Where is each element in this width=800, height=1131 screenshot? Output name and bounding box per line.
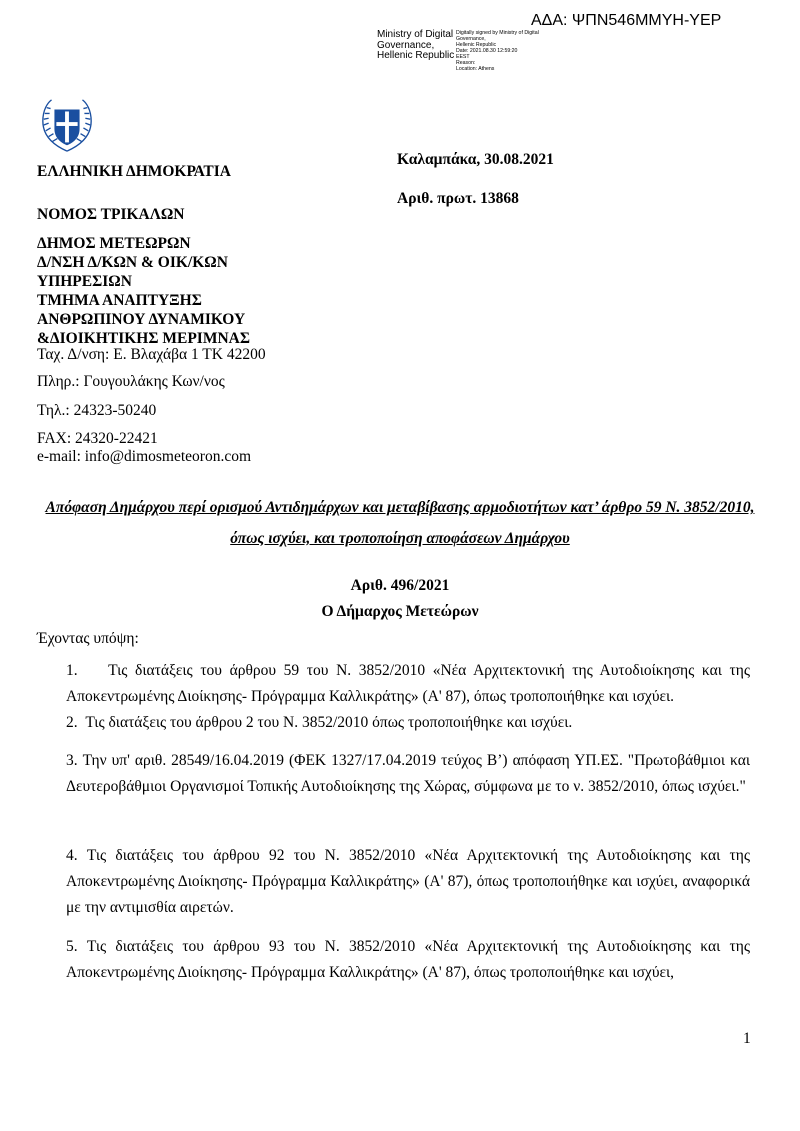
email-address: e-mail: info@dimosmeteoron.com [37,448,252,465]
contact-person: Πληρ.: Γουγουλάκης Κων/νος [37,373,225,390]
item-text: Τις διατάξεις του άρθρου 93 του Ν. 3852/2010 «Νέα Αρχιτεκτονική της Αυτοδιοίκησης και της Αποκεντρωμένης Διοίκησης- Πρόγραμμα Καλλικράτης» (Α' 87), όπως τροποποιήθηκε και ισχύει, [66,938,750,981]
fax-number: FAX: 24320-22421 [37,430,158,447]
place-date: Καλαμπάκα, 30.08.2021 [397,151,554,168]
item-number: 1. [66,662,78,679]
postal-address: Ταχ. Δ/νση: Ε. Βλαχάβα 1 ΤΚ 42200 [37,346,266,363]
country-name: ΕΛΛΗΝΙΚΗ ΔΗΜΟΚΡΑΤΙΑ [37,163,231,180]
department-block [37,234,250,348]
signature-line: Hellenic Republic [456,42,497,48]
list-item [66,748,750,800]
item-number: 2. [66,714,78,731]
mayor-title: Ο Δήμαρχος Μετεώρων [321,603,479,620]
protocol-number: Αριθ. πρωτ. 13868 [397,190,519,207]
item-text: Τις διατάξεις του άρθρου 2 του Ν. 3852/2010 όπως τροποποιήθηκε και ισχύει. [85,714,573,731]
item-number: 5. [66,938,78,955]
list-item [66,934,750,986]
department-line: &ΔΙΟΙΚΗΤΙΚΗΣ ΜΕΡΙΜΝΑΣ [37,330,250,347]
signature-line: Digitally signed by Ministry of Digital Governance, [456,30,539,42]
phone-number: Τηλ.: 24323-50240 [37,402,157,419]
department-line: ΑΝΘΡΩΠΙΝΟΥ ΔΥΝΑΜΙΚΟΥ [37,311,246,328]
page-number: 1 [743,1030,751,1047]
item-number: 3. [66,752,78,769]
decision-subject: Απόφαση Δημάρχου περί ορισμού Αντιδημάρχων και μεταβίβασης αρμοδιοτήτων κατ’ άρθρο 59 Ν. 3852/2010, όπως ισχύει, και τροποποίηση αποφάσεων Δημάρχου [45,499,755,547]
item-number: 4. [66,847,78,864]
item-text: Τις διατάξεις του άρθρου 59 του Ν. 3852/2010 «Νέα Αρχιτεκτονική της Αυτοδιοίκησης και της Αποκεντρωμένης Διοίκησης- Πρόγραμμα Καλλικράτης» (Α' 87), όπως τροποποιήθηκε και ισχύει. [66,662,751,705]
signature-line: Location: Athens [456,66,495,72]
prefecture-name: ΝΟΜΟΣ ΤΡΙΚΑΛΩΝ [37,206,185,223]
signature-line: EEST [456,54,470,60]
department-line: ΔΗΜΟΣ ΜΕΤΕΩΡΩΝ [37,235,191,252]
signature-details [456,30,546,72]
list-item [66,843,750,921]
decision-number: Αριθ. 496/2021 [350,577,450,594]
signature-line: Reason: [456,60,476,66]
list-item [66,710,750,736]
signature-line: Date: 2021.08.30 12:59:20 [456,48,518,54]
list-item [66,658,750,710]
department-line: ΤΜΗΜΑ ΑΝΑΠΤΥΞΗΣ [37,292,202,309]
signature-name: Ministry of Digital Governance, Hellenic Republic [377,29,455,61]
hellenic-coat-of-arms-icon [38,96,96,154]
item-text: Την υπ' αριθ. 28549/16.04.2019 (ΦΕΚ 1327/17.04.2019 τεύχος Β’) απόφαση ΥΠ.ΕΣ. "Πρωτοβάθμιοι και Δευτεροβάθμιοι Οργανισμοί Τοπικής Αυτοδιοίκησης της Χώρας, σύμφωνα με το ν. 3852/2010, όπως ισχύει." [66,752,751,795]
item-text: Τις διατάξεις του άρθρου 92 του Ν. 3852/2010 «Νέα Αρχιτεκτονική της Αυτοδιοίκησης και της Αποκεντρωμένης Διοίκησης- Πρόγραμμα Καλλικράτης» (Α' 87), όπως τροποποιήθηκε και ισχύει, αναφορικά με την αντιμισθία αιρετών. [66,847,750,916]
considering-heading: Έχοντας υπόψη: [37,630,139,647]
department-line: Δ/ΝΣΗ Δ/ΚΩΝ & ΟΙΚ/ΚΩΝ [37,254,228,271]
department-line: ΥΠΗΡΕΣΙΩΝ [37,273,132,290]
ada-code: ΑΔΑ: ΨΠΝ546ΜΜΥΗ-ΥΕΡ [531,12,722,29]
